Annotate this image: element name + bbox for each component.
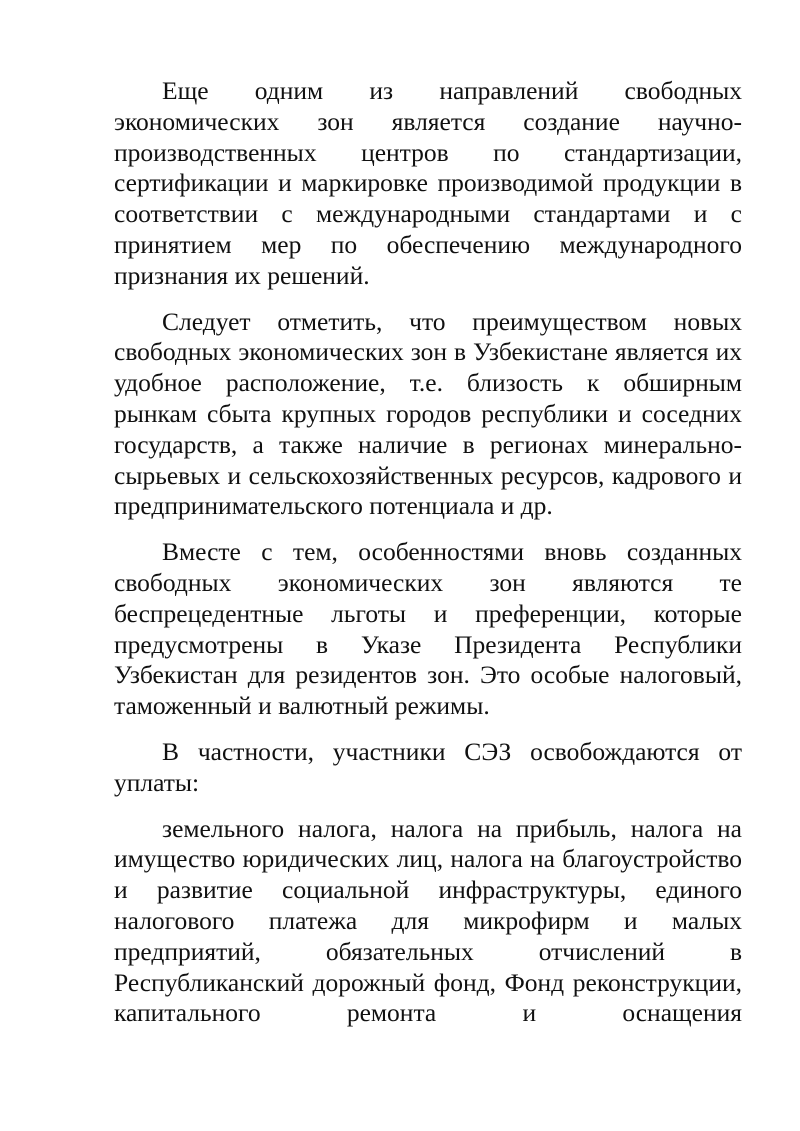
document-page [114,76,742,1029]
paragraph-privileges: Вместе с тем, особенностями вновь созданных свободных экономических зон являются те беспрецедентные льготы и преференции, которые предусмотрены в Указе Президента Республики Узбекистан для резидентов зон. Это особые налоговый, таможенный и валютный режимы. [114,537,742,721]
paragraph-location-advantages: Следует отметить, что преимуществом новых свободных экономических зон в Узбекистане является их удобное расположение, т.е. близость к обширным рынкам сбыта крупных городов республики и соседних государств, а также наличие в регионах минерально-сырьевых и сельскохозяйственных ресурсов, кадрового и предпринимательского потенциала и др. [114,306,742,521]
paragraph-exemptions-intro: В частности, участники СЭЗ освобождаются от уплаты: [114,736,742,797]
paragraph-research-centers: Еще одним из направлений свободных экономических зон является создание научно-производственных центров по стандартизации, сертификации и маркировке производимой продукции в соответствии с международными стандартами и с принятием мер по обеспечению международного признания их решений. [114,76,742,290]
paragraph-tax-list: земельного налога, налога на прибыль, налога на имущество юридических лиц, налога на благоустройство и развитие социальной инфраструктуры, единого налогового платежа для микрофирм и малых предприятий, обязательных отчислений в Республиканский дорожный фонд, Фонд реконструкции, капитального ремонта и оснащения [114,813,742,1028]
